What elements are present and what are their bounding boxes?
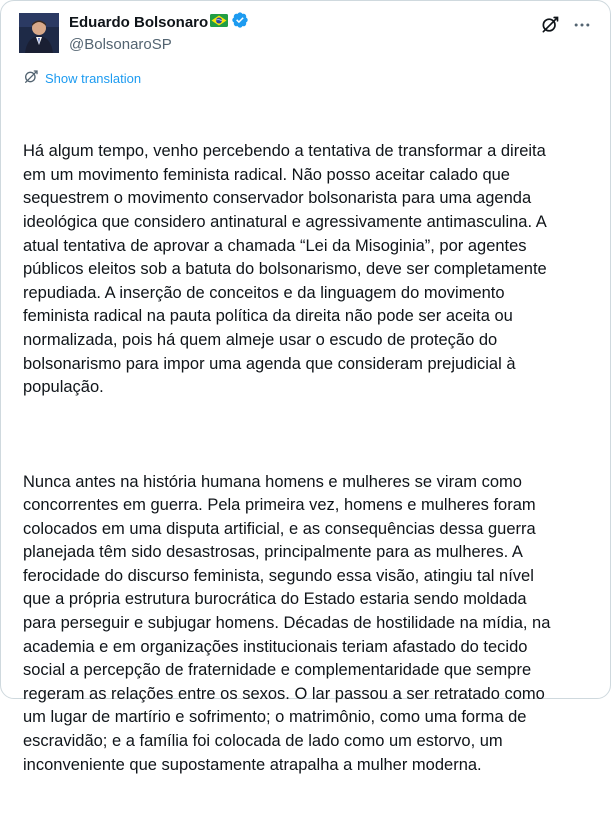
- tweet-text: [23, 93, 593, 824]
- display-name[interactable]: Eduardo Bolsonaro: [69, 14, 209, 31]
- author-handle[interactable]: @BolsonaroSP: [69, 36, 172, 53]
- grok-icon[interactable]: [540, 15, 560, 35]
- show-translation-label: Show translation: [45, 71, 142, 86]
- translate-icon: [23, 69, 39, 88]
- avatar-image: [19, 13, 59, 53]
- tweet-header: [19, 11, 592, 55]
- show-translation-link[interactable]: [23, 69, 141, 88]
- tweet-paragraph-1: Há algum tempo, venho percebendo a tentativa de transformar a direita em um movimento feminista radical. Não posso aceitar calado que sequestrem o movimento conservador bolsonarista para uma agenda ideológica que considero antinatural e agressivamente antimasculina. A atual tentativa de aprovar a chamada “Lei da Misoginia”, por agentes públicos eleitos sob a batuta do bolsonarismo, deve ser completamente repudiada. A inserção de conceitos e da linguagem do movimento feminista radical na pauta política da direita não pode ser aceita ou normalizada, pois há quem almeje usar o escudo de proteção do bolsonarismo para impor uma agenda que consideram prejudicial à população.: [23, 142, 547, 397]
- more-icon[interactable]: [572, 15, 592, 35]
- verified-badge-icon: [231, 11, 249, 35]
- avatar[interactable]: [19, 13, 59, 53]
- tweet-paragraph-2: Nunca antes na história humana homens e mulheres se viram como concorrentes em guerra. Pela primeira vez, homens e mulheres foram colocados em uma disputa artificial, e as consequências dessa guerra planejada têm sido desastrosas, principalmente para as mulheres. A ferocidade do discurso feminista, segundo essa visão, atingiu tal nível que a própria estrutura burocrática do Estado estaria sendo moldada para perseguir e subjugar homens. Décadas de hostilidade na mídia, na academia e em organizações institucionais teriam afastado do tecido social a percepção de fraternidade e complementaridade que sempre regeram as relações entre os sexos. O lar passou a ser retratado como um lugar de martírio e sofrimento; o matrimônio, como uma forma de escravidão; e a família foi colocada de lado como um estorvo, um inconveniente que supostamente atrapalha a mulher moderna.: [23, 472, 551, 774]
- author-names: [69, 11, 249, 55]
- name-row: [69, 11, 249, 35]
- header-actions: [540, 11, 592, 35]
- brazil-flag-icon: [210, 13, 228, 33]
